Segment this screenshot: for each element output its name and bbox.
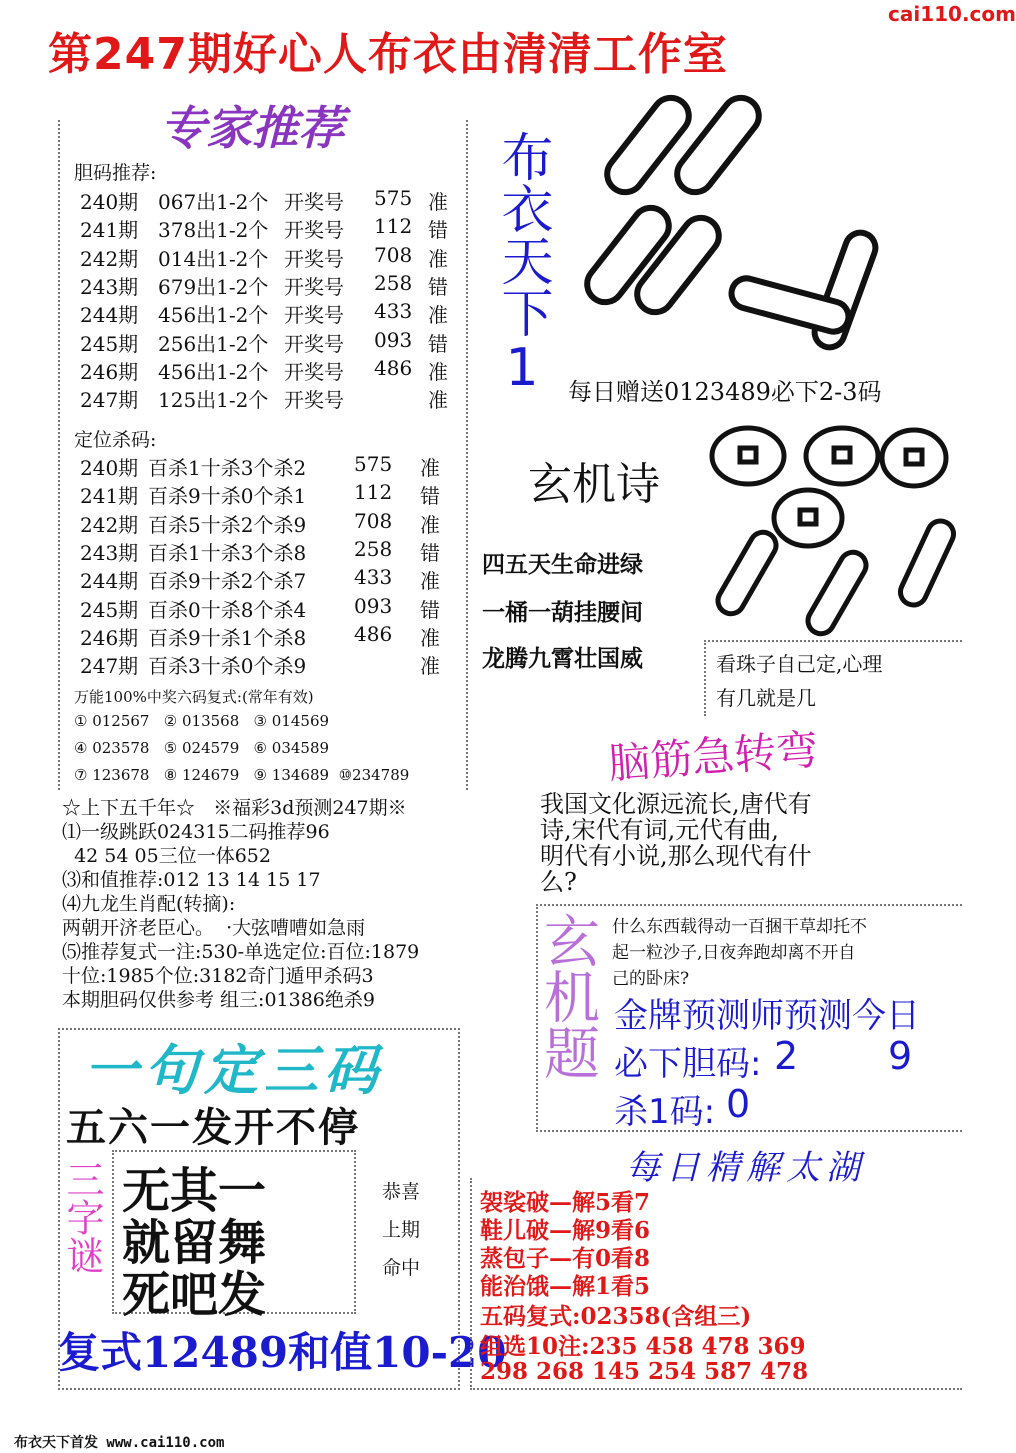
poem-line: 四五天生命进绿 [482,552,643,578]
poem-line: 一桶一葫挂腰间 [482,600,643,626]
cell-draw: 708 [374,242,413,267]
poem-heading: 玄机诗 [528,459,660,510]
cell-pick: 百杀9十杀0个杀1 [148,484,307,509]
xuanji-vertical: 玄机题 [535,912,600,1080]
riddle-line: 死吧发 [122,1267,267,1323]
site-logo: cai110.com [888,2,1016,26]
cell-result: 错 [420,484,440,509]
cell-period: 243期 [80,540,139,565]
cell-period: 244期 [80,569,139,594]
cell-result: 准 [428,388,448,413]
cell-draw-label: 开奖号 [284,274,344,299]
cell-draw: 112 [374,214,413,239]
history-line: ⑶和值推荐:012 13 14 15 17 [62,869,321,891]
history-line: 两朝开济老臣心。 ·大弦嘈嘈如急雨 [62,917,366,939]
cell-pick: 百杀1十杀3个杀2 [148,456,307,480]
taihu-line: 五码复式:02358(含组三) [480,1303,752,1330]
cell-draw-label: 开奖号 [284,246,344,271]
cell-period: 245期 [80,597,139,622]
cell-draw-label: 开奖号 [284,388,344,413]
cell-draw-label: 开奖号 [284,190,344,214]
cell-pick: 456出1-2个 [158,359,269,384]
cell-result: 准 [420,625,440,650]
cell-period: 240期 [80,190,139,214]
cell-pick: 378出1-2个 [158,218,269,243]
cell-draw: 258 [374,270,413,295]
cell-period: 241期 [80,218,139,243]
cell-result: 准 [428,303,448,328]
cell-pick: 014出1-2个 [158,246,269,271]
gold-dan-value: 2 [774,1034,799,1078]
cell-period: 246期 [80,359,139,384]
cell-pick: 456出1-2个 [158,303,269,328]
daily-gift: 每日赠送0123489必下2-3码 [568,378,882,406]
taihu-heading: 每日精解太湖 [626,1148,866,1188]
history-line: ⑴一级跳跃024315二码推荐96 [62,821,330,843]
cell-draw: 486 [354,621,393,646]
cell-period: 240期 [80,456,139,480]
cell-draw-label: 开奖号 [284,359,344,384]
cell-result: 准 [420,512,440,537]
cell-draw: 575 [374,186,413,210]
cell-period: 247期 [80,654,139,679]
cell-draw: 433 [354,565,393,590]
taihu-line: 298 268 145 254 587 478 [480,1358,809,1385]
cell-pick: 百杀3十杀0个杀9 [148,654,307,679]
taihu-line: 能治饿—解1看5 [480,1273,651,1300]
gold-kill-value: 0 [726,1082,751,1126]
gold-dan-label: 必下胆码: [614,1044,762,1084]
cell-result: 错 [428,274,448,299]
six-code-line: ⑦ 123678 ⑧ 124679 ⑨ 134689 ⑩234789 [74,766,410,784]
taihu-line: 鞋儿破—解9看6 [480,1217,651,1244]
cell-pick: 125出1-2个 [158,388,269,413]
taihu-line: 蒸包子—有0看8 [480,1245,651,1272]
gold-dan-value: 9 [888,1034,913,1078]
cell-result: 准 [428,359,448,384]
taihu-line: 组选10注:235 458 478 369 [480,1333,806,1360]
congrats-line: 恭喜 [382,1181,421,1203]
cell-period: 241期 [80,484,139,509]
cell-draw: 258 [354,536,393,561]
cell-period: 243期 [80,274,139,299]
cell-draw: 486 [374,355,413,380]
brain-line: 我国文化源远流长,唐代有 [540,790,812,818]
cell-pick: 067出1-2个 [158,190,269,214]
cell-draw-label: 开奖号 [284,218,344,243]
cell-result: 准 [420,456,440,480]
riddle-label: 三字谜 [60,1160,104,1274]
cell-period: 242期 [80,246,139,271]
cell-result: 错 [420,540,440,565]
cell-result: 准 [420,569,440,594]
brain-heading: 脑筋急转弯 [606,724,820,789]
cell-result: 错 [420,597,440,622]
xuanji-riddle-line: 什么东西载得动一百捆干草却托不 [612,917,867,937]
riddle-line: 无其一 [122,1163,267,1219]
riddle-line: 就留舞 [122,1215,267,1271]
expert-heading: 专家推荐 [160,101,344,155]
six-code-title: 万能100%中奖六码复式:(常年有效) [74,688,314,706]
history-line: 本期胆码仅供参考 组三:01386绝杀9 [62,989,375,1011]
cell-period: 246期 [80,625,139,650]
cell-period: 242期 [80,512,139,537]
cell-period: 244期 [80,303,139,328]
cell-result: 错 [428,331,448,356]
history-line: 42 54 05三位一体652 [62,845,271,867]
congrats-line: 上期 [382,1219,421,1241]
cell-period: 245期 [80,331,139,356]
poem-line: 龙腾九霄壮国威 [482,646,643,672]
cell-result: 准 [428,190,448,214]
cell-draw: 093 [354,593,393,618]
cell-pick: 百杀9十杀1个杀8 [148,625,307,650]
kill-label: 定位杀码: [74,429,157,451]
taihu-line: 袈裟破—解5看7 [480,1189,651,1216]
history-line: ☆上下五千年☆ ※福彩3d预测247期※ [62,797,407,819]
brain-line: 诗,宋代有词,元代有曲, [540,816,779,844]
footer-text: 布衣天下首发 www.cai110.com [14,1435,225,1451]
gold-kill-label: 杀1码: [614,1092,716,1132]
cell-draw: 433 [374,299,413,324]
six-code-line: ④ 023578 ⑤ 024579 ⑥ 034589 [74,739,330,757]
history-line: ⑷九龙生肖配(转摘): [62,893,236,915]
poem-hint-line: 有几就是几 [716,686,816,710]
brain-line: 明代有小说,那么现代有什 [540,842,812,870]
xuanji-riddle-line: 己的卧床? [612,969,690,989]
page-title: 第247期好心人布衣由清清工作室 [48,29,728,80]
dan-label: 胆码推荐: [74,162,157,184]
xuanji-riddle-line: 起一粒沙子,日夜奔跑却离不开自 [612,943,856,963]
cell-draw-label: 开奖号 [284,303,344,328]
gold-title: 金牌预测师预测今日 [614,996,920,1036]
cell-result: 准 [428,246,448,271]
one-line-heading: 一句定三码 [84,1038,384,1102]
cell-draw-label: 开奖号 [284,331,344,356]
history-line: ⑸推荐复式一注:530-单选定位:百位:1879 [62,941,420,963]
cell-pick: 256出1-2个 [158,331,269,356]
cell-pick: 百杀9十杀2个杀7 [148,569,307,594]
buyi-vertical: 布衣天下1 [492,130,552,398]
cell-pick: 百杀5十杀2个杀9 [148,512,307,537]
cell-pick: 百杀1十杀3个杀8 [148,540,307,565]
cell-result: 准 [420,654,440,679]
cell-pick: 百杀0十杀8个杀4 [148,597,307,622]
six-code-line: ① 012567 ② 013568 ③ 014569 [74,712,330,730]
cell-draw: 093 [374,327,413,352]
compound-code: 复式12489和值10-20 [58,1328,507,1377]
one-line-phrase: 五六一发开不停 [66,1104,360,1151]
digit-sketch-icon [570,80,950,380]
cell-draw: 708 [354,508,393,533]
cell-draw: 575 [354,452,393,476]
cell-period: 247期 [80,388,139,413]
congrats-line: 命中 [382,1257,421,1279]
history-line: 十位:1985个位:3182奇门遁甲杀码3 [62,965,374,987]
cell-draw: 112 [354,480,393,505]
poem-hint-line: 看珠子自己定,心理 [716,652,883,676]
cell-result: 错 [428,218,448,243]
coin-sketch-icon [704,418,954,642]
cell-pick: 679出1-2个 [158,274,269,299]
brain-line: 么? [540,868,577,896]
